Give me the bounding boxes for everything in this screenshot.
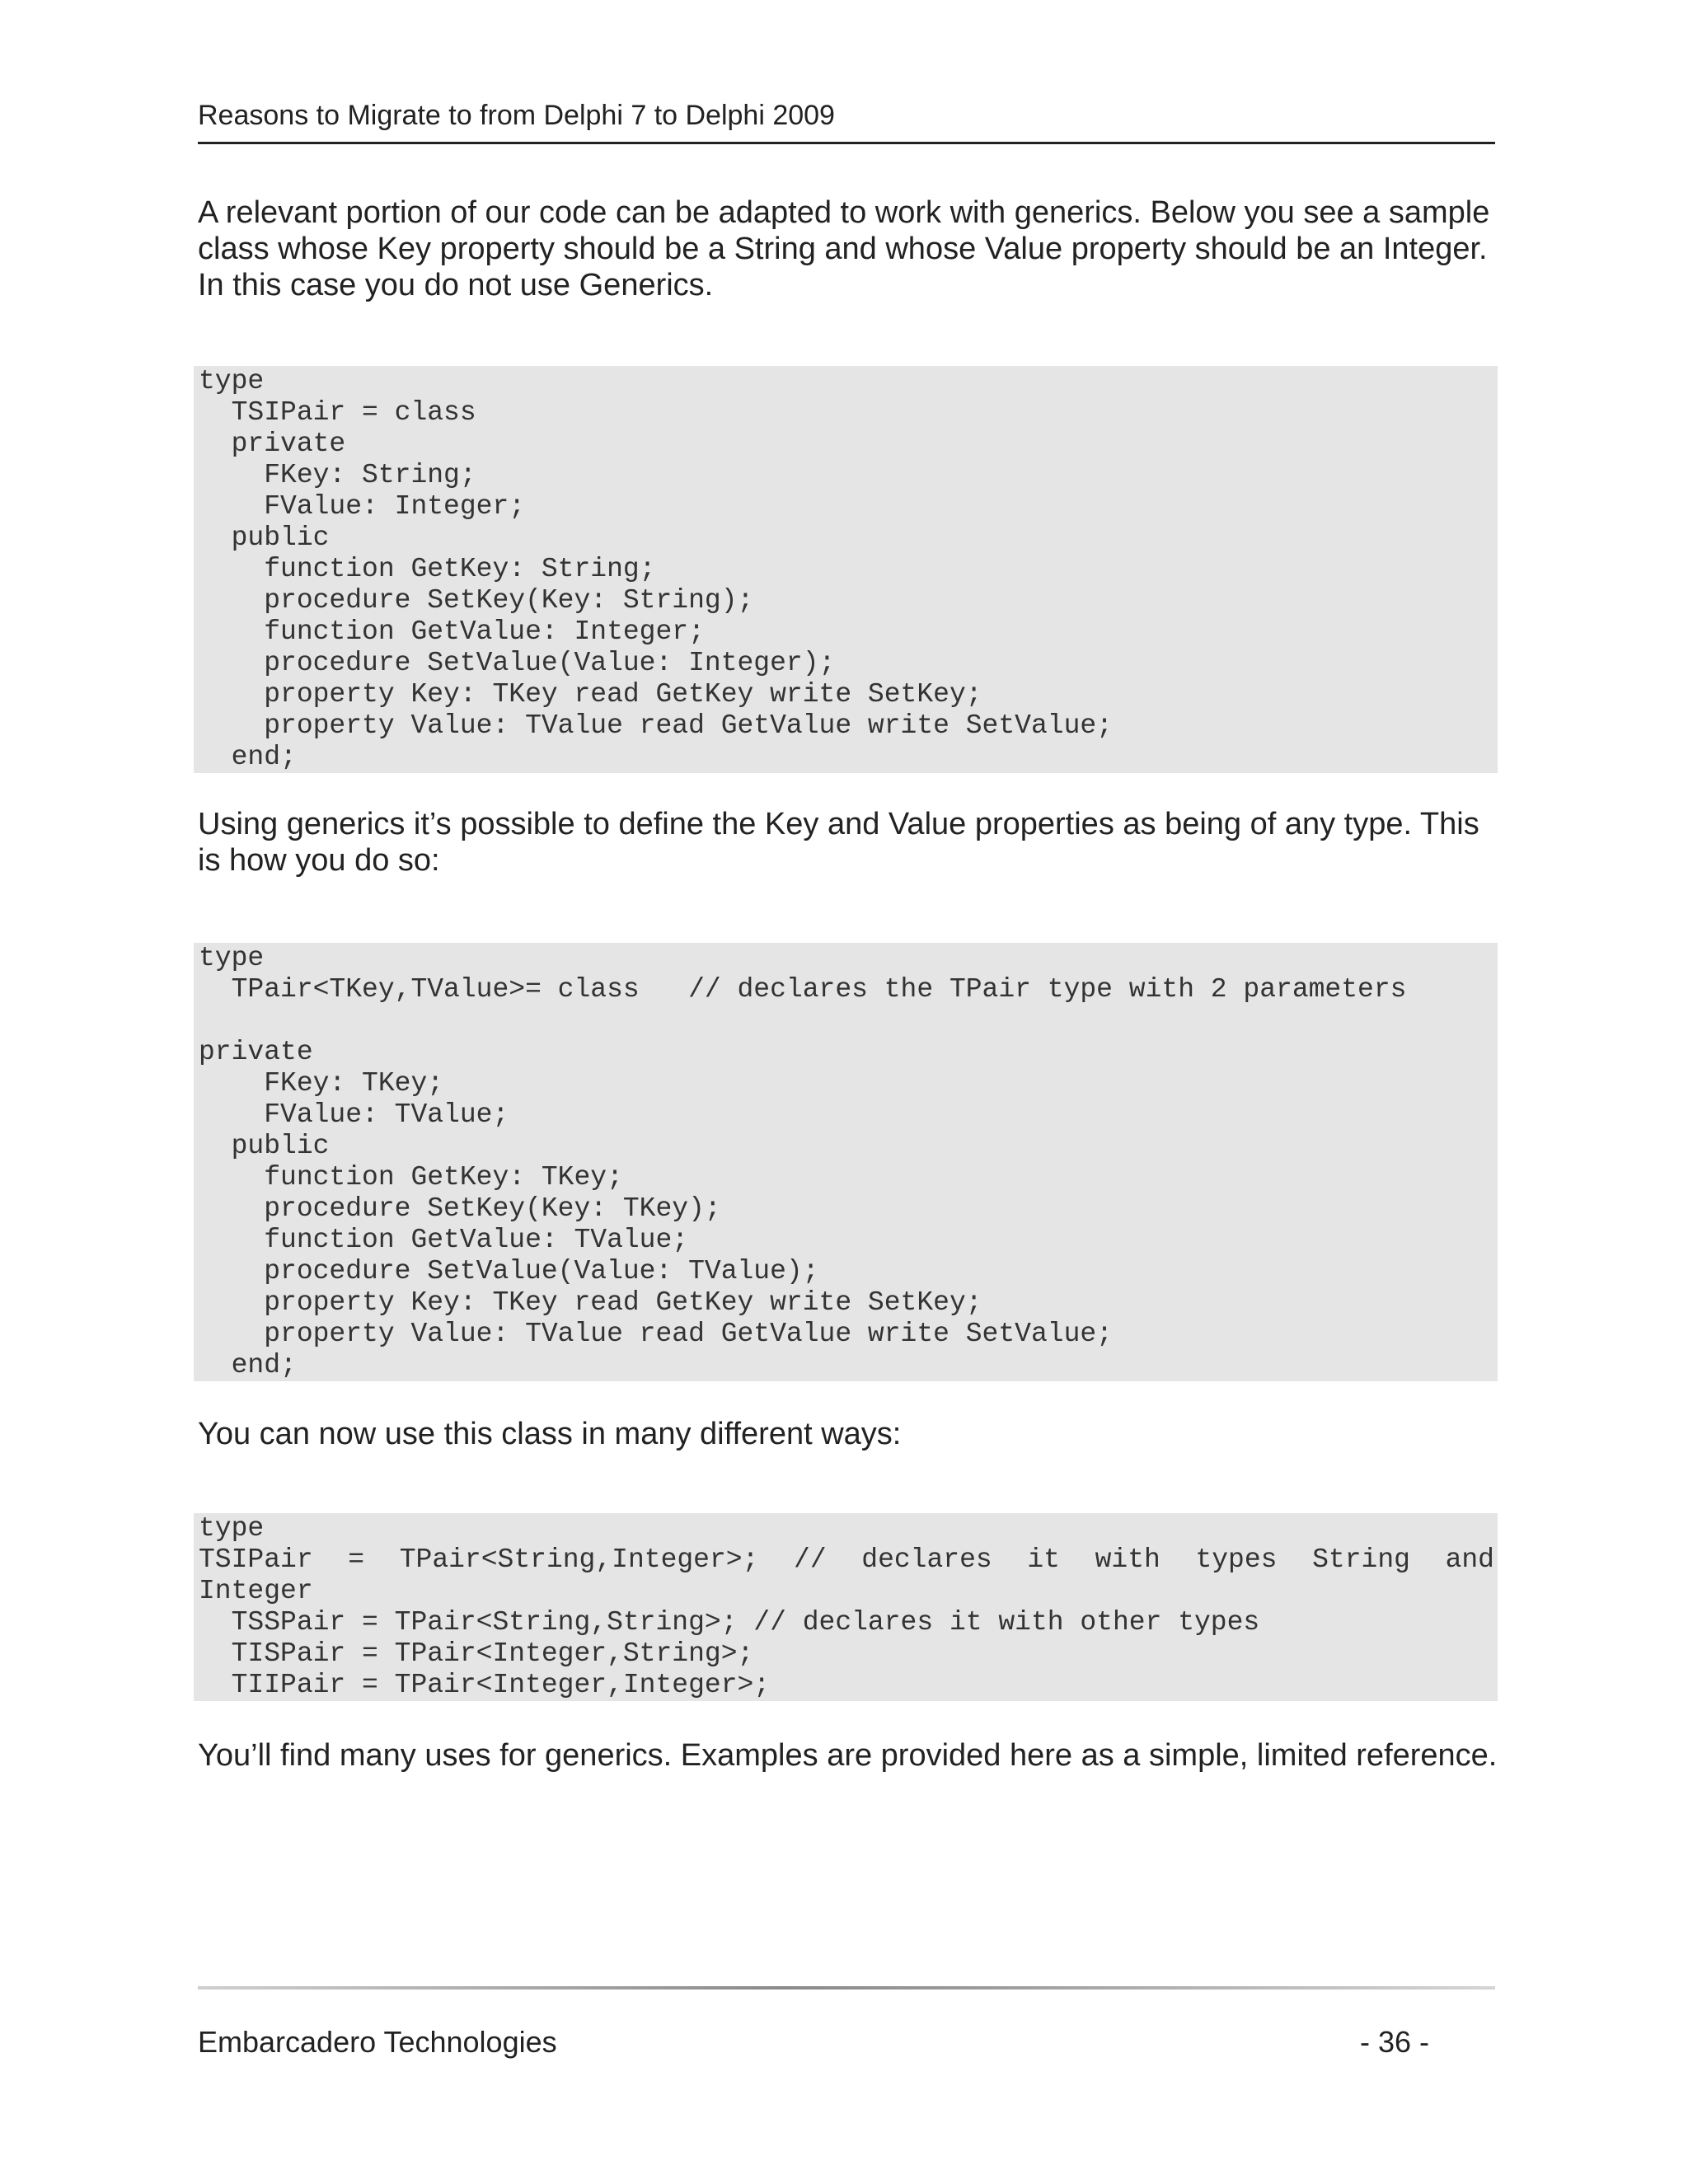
code-line [194, 1005, 1498, 1037]
code-line: function GetValue: Integer; [199, 616, 705, 647]
generics-paragraph: Using generics it’s possible to define the Key and Value properties as being of any type. This is how you do so: [198, 807, 1479, 878]
usage-paragraph: You can now use this class in many different ways: [198, 1417, 902, 1451]
code-line: type [199, 1513, 265, 1544]
code-line: Integer [199, 1576, 313, 1606]
code-line: end; [199, 1350, 297, 1380]
code-line: type [199, 366, 265, 396]
code-line: FKey: String; [199, 460, 476, 490]
code-line: procedure SetKey(Key: TKey); [199, 1193, 721, 1224]
code-line: property Key: TKey read GetKey write SetKey; [199, 679, 982, 710]
code-line: TISPair = TPair<Integer,String>; [199, 1638, 754, 1669]
code-line: property Value: TValue read GetValue write SetValue; [199, 710, 1113, 741]
footer-divider [198, 1986, 1495, 1990]
code-line: property Value: TValue read GetValue write SetValue; [199, 1319, 1113, 1349]
code-line: FValue: Integer; [199, 491, 526, 522]
code-line: FValue: TValue; [199, 1099, 509, 1130]
page-header [198, 96, 1495, 144]
code-line: type [199, 943, 265, 973]
code-line: function GetKey: TKey; [199, 1162, 623, 1193]
code-line: property Key: TKey read GetKey write SetKey; [199, 1287, 982, 1318]
closing-paragraph: You’ll find many uses for generics. Examples are provided here as a simple, limited reference. [198, 1738, 1498, 1773]
footer-company: Embarcadero Technologies [198, 2025, 557, 2059]
code-line: FKey: TKey; [199, 1068, 444, 1099]
footer-page-number: - 36 - [1360, 2025, 1430, 2059]
intro-paragraph: A relevant portion of our code can be adapted to work with generics. Below you see a sample class whose Key property should be a String and whose Value property should be an Integer. In this case you do not use Generics. [198, 195, 1490, 302]
code-block-usage [194, 1513, 1498, 1701]
code-line: function GetKey: String; [199, 554, 656, 584]
code-line: TSIPair = TPair<String,Integer>; // declares it with types String and [199, 1544, 1494, 1575]
code-line: end; [199, 742, 297, 772]
code-line: TPair<TKey,TValue>= class // declares the TPair type with 2 parameters [199, 974, 1407, 1005]
code-line: procedure SetKey(Key: String); [199, 585, 754, 616]
code-line: procedure SetValue(Value: Integer); [199, 648, 836, 678]
code-line: TSIPair = class [199, 397, 476, 428]
code-line: function GetValue: TValue; [199, 1225, 689, 1255]
code-line: TSSPair = TPair<String,String>; // declares it with other types [199, 1607, 1260, 1638]
code-line: private [199, 429, 346, 459]
code-line: private [199, 1037, 313, 1067]
code-line: public [199, 1131, 330, 1161]
code-line: procedure SetValue(Value: TValue); [199, 1256, 819, 1286]
code-block-non-generic [194, 366, 1498, 773]
code-line: TIIPair = TPair<Integer,Integer>; [199, 1670, 771, 1700]
code-line: public [199, 523, 330, 553]
header-title: Reasons to Migrate to from Delphi 7 to Delphi 2009 [198, 100, 835, 131]
code-block-generic [194, 943, 1498, 1381]
